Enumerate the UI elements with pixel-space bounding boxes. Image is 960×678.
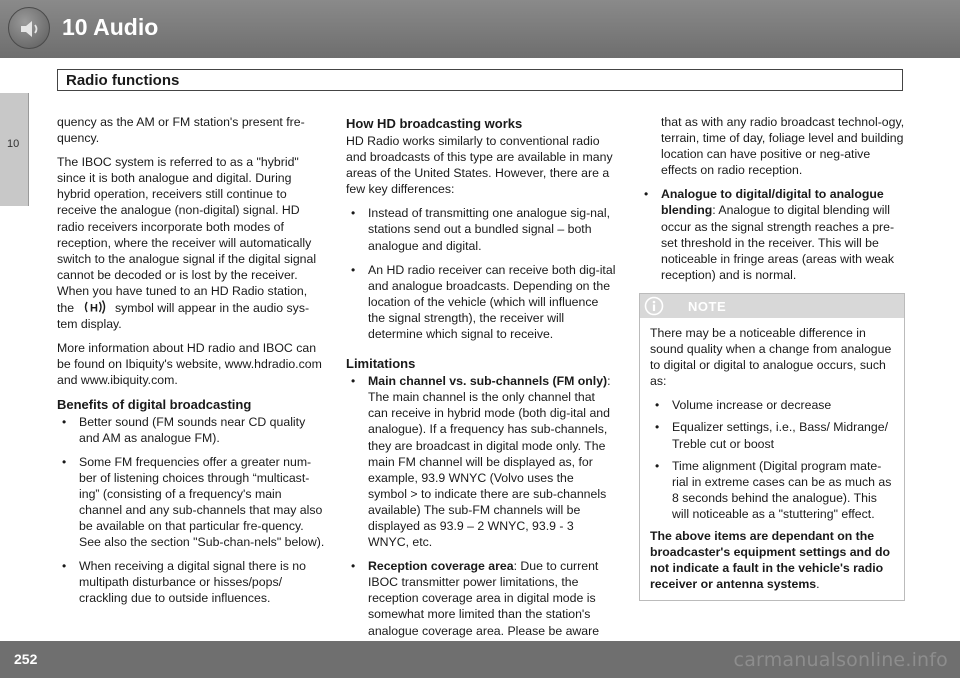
column-2	[346, 116, 616, 647]
note-body	[640, 318, 904, 600]
speaker-icon	[8, 7, 50, 49]
note-outro: The above items are dependant on the broadcaster's equipment settings and do not indicate a fault in the vehicle's radio receiver or antenna systems.	[650, 528, 891, 592]
note-header	[640, 294, 904, 318]
paragraph: that as with any radio broadcast technol-ogy, terrain, time of day, foliage level and building location can have positive or neg-ative effects on radio reception.	[661, 115, 905, 178]
note-list	[650, 397, 896, 522]
note-intro: There may be a noticeable difference in sound quality when a change from analogue to digital or digital to analogue occurs, such as:	[650, 325, 892, 389]
paragraph: quency as the AM or FM station's present fre-quency.	[57, 115, 305, 146]
benefits-list	[57, 414, 325, 607]
chapter-title: 10 Audio	[62, 14, 159, 40]
hd-radio-icon	[84, 299, 106, 315]
list-item: • Better sound (FM sounds near CD quality and AM as analogue FM).	[57, 414, 325, 446]
info-icon	[644, 296, 664, 316]
list-item: • Main channel vs. sub-channels (FM only): The main channel is the only channel that can receive in hybrid mode (both dig-ital and analogue). If a frequency has sub-channels, they are broadcast in digital mode only. The main FM channel will be displayed as, for example, 93.9 WNYC (Volvo uses the symbol > to indicate there are sub-channels available) The sub-FM channels will be displayed as 93.9 – 2 WNYC, 93.9 - 3 WNYC, etc.	[346, 373, 616, 550]
section-title: Radio functions	[66, 72, 180, 89]
list-item: • Reception coverage area: Due to current IBOC transmitter power limitations, the reception coverage area in digital mode is somewhat more limited than the station's analogue coverage area. Please be aware	[346, 558, 616, 638]
list-item: • Time alignment (Digital program mate-rial in extreme cases can be as much as 8 seconds behind the analogue). This will noticeable as a "stuttering" effect.	[650, 458, 896, 522]
list-item: • Some FM frequencies offer a greater num-ber of listening choices through “multicast-ing” (consisting of a frequency's main channel and any sub-channels that may also be available on that particular fre-quency. See also the section "Sub-chan-nels" below).	[57, 454, 325, 551]
list-item: • When receiving a digital signal there is no multipath disturbance or hisses/pops/ crackling due to outside influences.	[57, 558, 325, 606]
list-item: • Analogue to digital/digital to analogue blending: Analogue to digital blending will occur as the signal strength reaches a pre-set threshold in the receiver. This will be noticeable in fringe areas (areas with weak reception) and is normal.	[639, 186, 905, 283]
chapter-tab-number: 10	[7, 138, 20, 150]
page-number: 252	[14, 651, 38, 667]
list-item: • An HD radio receiver can receive both dig-ital and analogue broadcasts. Depending on the location of the vehicle (which will influence the signal strength), the receiver will determine which signal to receive.	[346, 262, 616, 342]
chapter-tab	[0, 93, 29, 206]
page-footer	[0, 641, 960, 678]
limitations-list	[346, 373, 616, 639]
heading-how: How HD broadcasting works	[346, 116, 523, 131]
paragraph: HD Radio works similarly to conventional radio and broadcasts of this type are available in many areas of the United States. However, there are a few key differences:	[346, 134, 613, 197]
column-3	[639, 114, 905, 601]
column-1	[57, 114, 325, 615]
note-box	[639, 293, 905, 601]
list-item: • Equalizer settings, i.e., Bass/ Midrange/ Treble cut or boost	[650, 419, 896, 451]
limitations-list-cont	[639, 186, 905, 283]
section-bar	[57, 69, 903, 91]
paragraph: The IBOC system is referred to as a "hybrid" since it is both analogue and digital. During hybrid operation, receivers still continue to receive the analogue (non-digital) signal. HD radio receivers incorporate both modes of reception, where the receiver will automatically switch to the analogue signal if the digital signal cannot be decoded or is lost by the receiver. When you have tuned to an HD Radio station, the H symbol will appear in the audio sys-tem display.	[57, 155, 317, 332]
chapter-header	[0, 0, 960, 58]
heading-benefits: Benefits of digital broadcasting	[57, 396, 252, 412]
differences-list	[346, 205, 616, 342]
paragraph: More information about HD radio and IBOC can be found on Ibiquity's website, www.hdradio.com and www.ibiquity.com.	[57, 341, 322, 388]
note-label: NOTE	[688, 298, 727, 314]
heading-limitations: Limitations	[346, 356, 416, 372]
list-item: • Volume increase or decrease	[650, 397, 896, 413]
svg-text:H: H	[89, 302, 98, 315]
watermark: carmanualsonline.info	[733, 649, 948, 671]
list-item: • Instead of transmitting one analogue sig-nal, stations send out a bundled signal – both analogue and digital.	[346, 205, 616, 253]
